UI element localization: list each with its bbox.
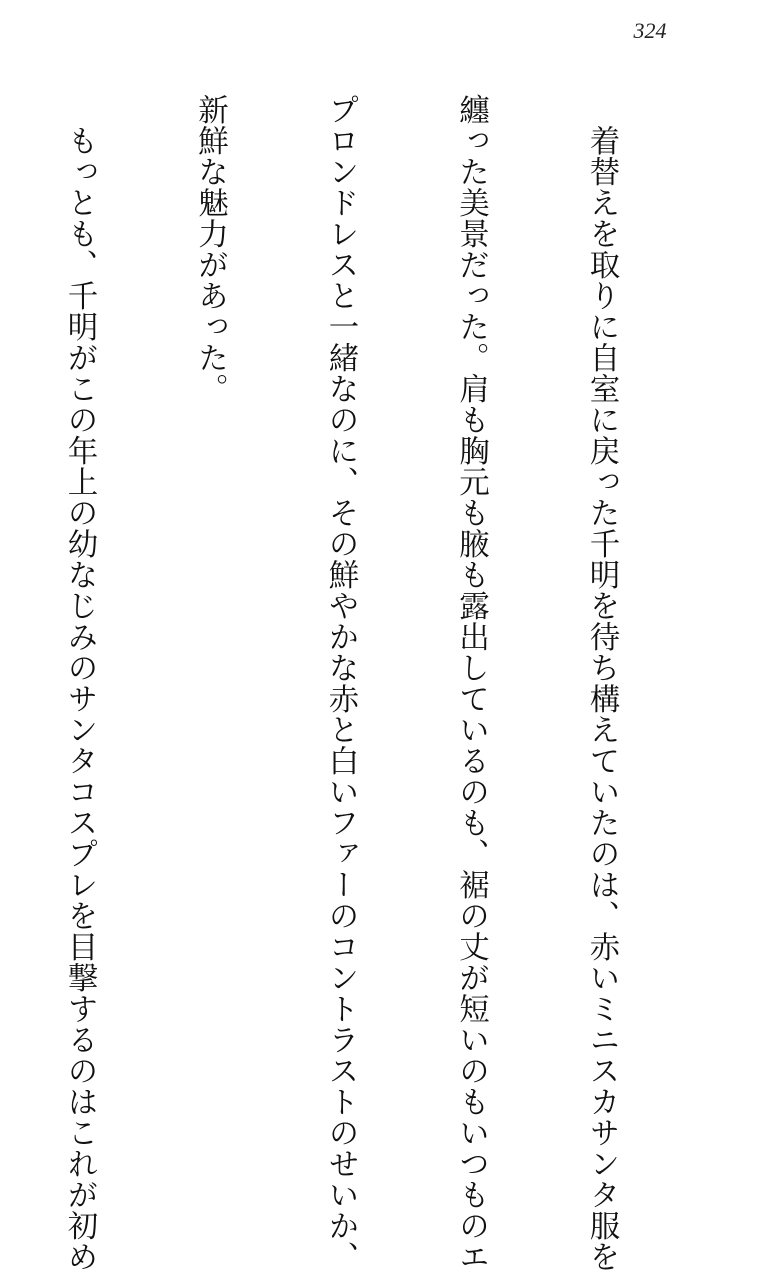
text-line: 纏った美景だった。肩も胸元も腋も露出しているのも、裾の丈が短いのもいつものエ — [453, 94, 489, 1272]
text-line: 着替えを取りに自室に戻った千明を待ち構えていたのは、赤いミニスカサンタ服を — [584, 94, 619, 1272]
text-line: 新鮮な魅力があった。 — [192, 94, 228, 404]
text-line: プロンドレスと一緒なのに、その鮮やかな赤と白いファーのコントラストのせいか、 — [323, 94, 358, 1272]
page-number: 324 — [633, 18, 667, 43]
text-line: もっとも、千明がこの年上の幼なじみのサンタコスプレを目撃するのはこれが初め — [62, 94, 97, 1272]
vertical-body-text — [0, 94, 710, 1272]
